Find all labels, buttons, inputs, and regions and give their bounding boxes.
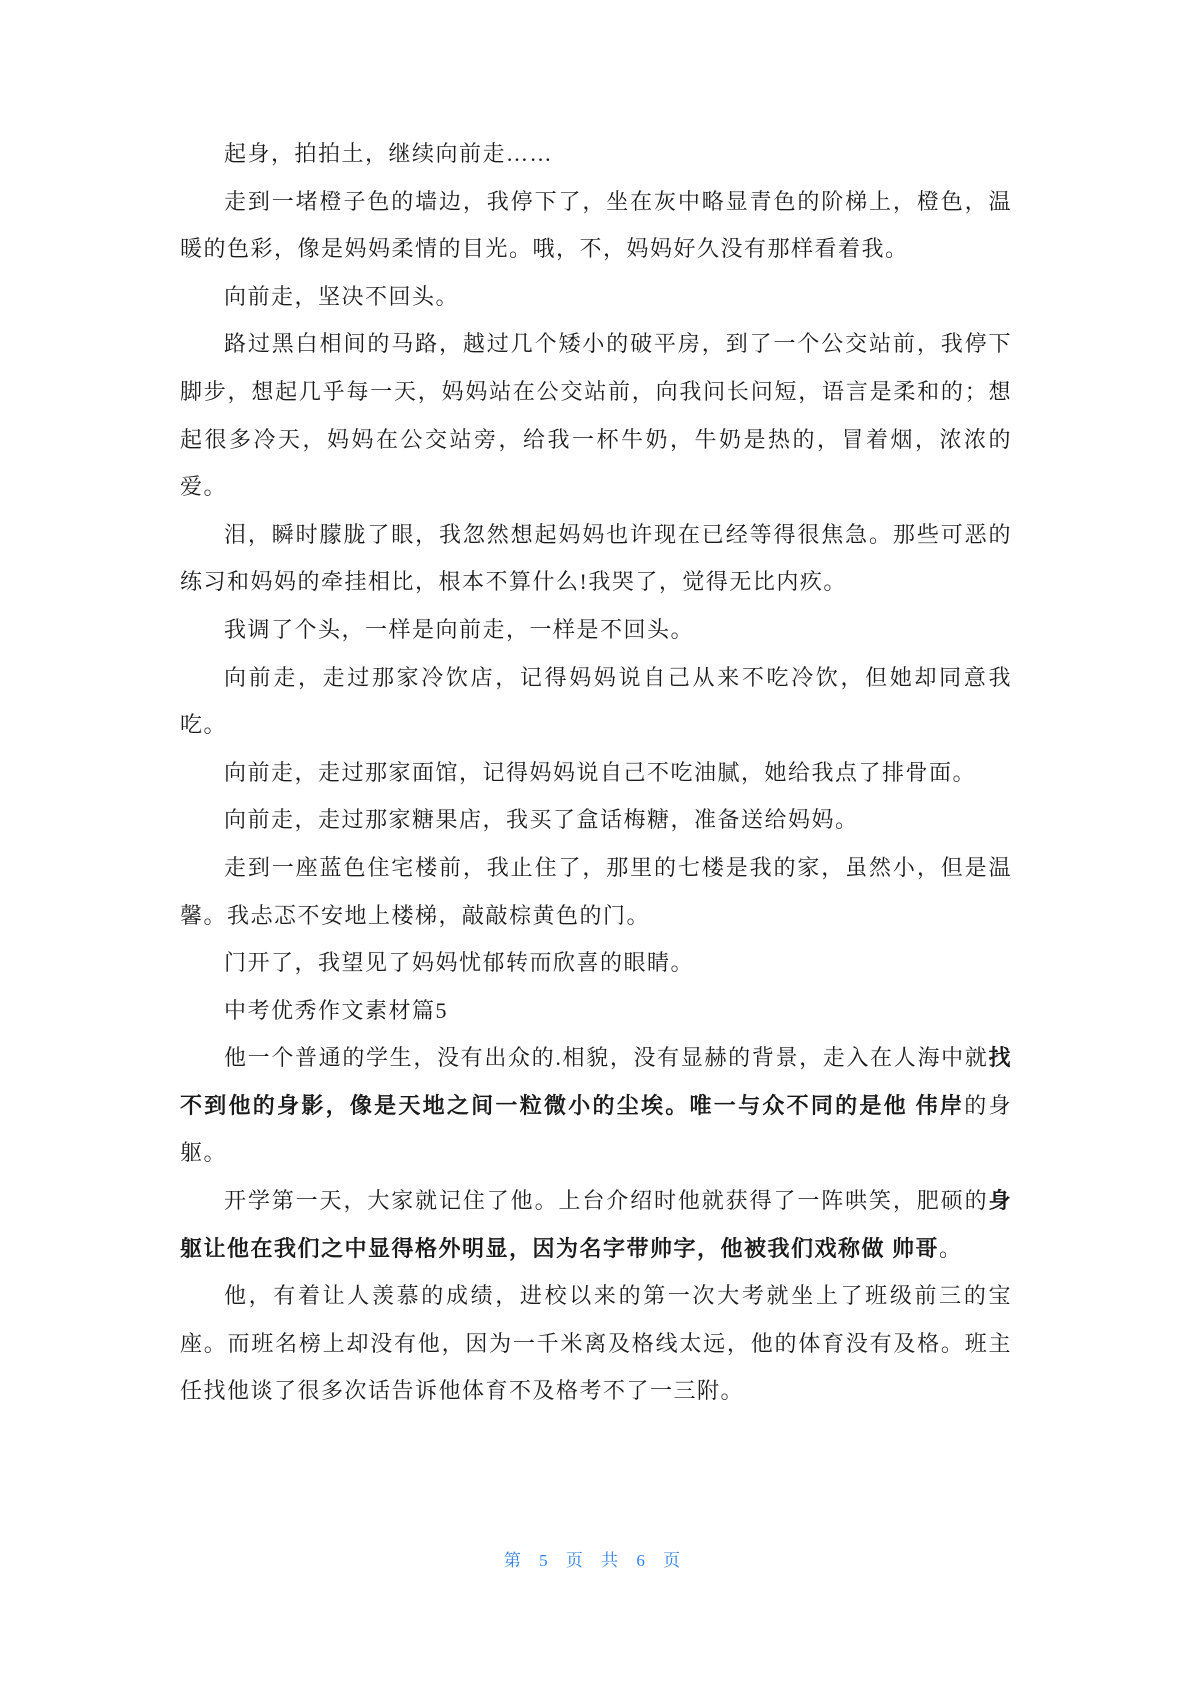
paragraph [180,130,1012,178]
page-number-label: 第 5 页 共 6 页 [503,1551,688,1570]
text-segment: 走到一堵橙子色的墙边，我停下了，坐在灰中略显青色的阶梯上，橙色，温暖的色彩，像是妈妈柔情的目光。哦，不，妈妈好久没有那样看着我。 [180,188,1012,262]
text-segment: 起身，拍拍土，继续向前走…… [224,141,554,166]
text-segment: 泪，瞬时朦胧了眼，我忽然想起妈妈也许现在已经等得很焦急。那些可恶的练习和妈妈的牵挂相比，根本不算什么!我哭了，觉得无比内疚。 [180,521,1012,595]
text-segment: 找不到他的身影，像是天地之间一粒微小的尘埃。唯一与众不同的是他 伟岸 [180,1045,1012,1118]
paragraph [180,606,1012,654]
document-body [180,130,1012,1415]
paragraph [180,1272,1012,1415]
text-segment: 我调了个头，一样是向前走，一样是不回头。 [224,616,695,642]
text-segment: 向前走，走过那家冷饮店，记得妈妈说自己从来不吃冷饮，但她却同意我吃。 [180,664,1012,738]
text-segment: 开学第一天，大家就记住了他。上台介绍时他就获得了一阵哄笑，肥硕的 [224,1188,989,1214]
paragraph [180,178,1012,273]
paragraph [180,1177,1012,1272]
text-segment: 身躯让他在我们之中显得格外明显，因为名字带帅字，他被我们戏称做 帅哥 [180,1188,1012,1261]
text-segment: 他一个普通的学生，没有出众的.相貌，没有显赫的背景，走入在人海中就 [224,1045,989,1071]
paragraph [180,273,1012,321]
paragraph [180,511,1012,606]
text-segment: 向前走，走过那家面馆，记得妈妈说自己不吃油腻，她给我点了排骨面。 [224,759,977,785]
page-footer [0,1546,1191,1571]
paragraph [180,844,1012,939]
text-segment: 向前走，坚决不回头。 [224,283,460,309]
text-segment: 走到一座蓝色住宅楼前，我止住了，那里的七楼是我的家，虽然小，但是温馨。我忐忑不安地上楼梯，敲敲棕黄色的门。 [180,854,1012,928]
paragraph [180,987,1012,1035]
text-segment: 他，有着让人羡慕的成绩，进校以来的第一次大考就坐上了班级前三的宝座。而班名榜上却没有他，因为一千米离及格线太远，他的体育没有及格。班主任找他谈了很多次话告诉他体育不及格考不了一三附。 [180,1283,1012,1404]
paragraph [180,749,1012,797]
paragraph [180,939,1012,987]
paragraph [180,1034,1012,1177]
text-segment: 门开了，我望见了妈妈忧郁转而欣喜的眼睛。 [224,950,695,976]
text-segment: 中考优秀作文素材篇5 [224,997,449,1023]
paragraph [180,654,1012,749]
text-segment: 向前走，走过那家糖果店，我买了盒话梅糖，准备送给妈妈。 [224,807,859,833]
text-segment: 的身躯。 [180,1092,1012,1166]
text-segment: 。 [939,1235,963,1261]
text-segment: 路过黑白相间的马路，越过几个矮小的破平房，到了一个公交站前，我停下脚步，想起几乎每一天，妈妈站在公交站前，向我问长问短，语言是柔和的；想起很多冷天，妈妈在公交站旁，给我一杯牛奶，牛奶是热的，冒着烟，浓浓的爱。 [180,331,1012,500]
paragraph [180,320,1012,510]
paragraph [180,796,1012,844]
